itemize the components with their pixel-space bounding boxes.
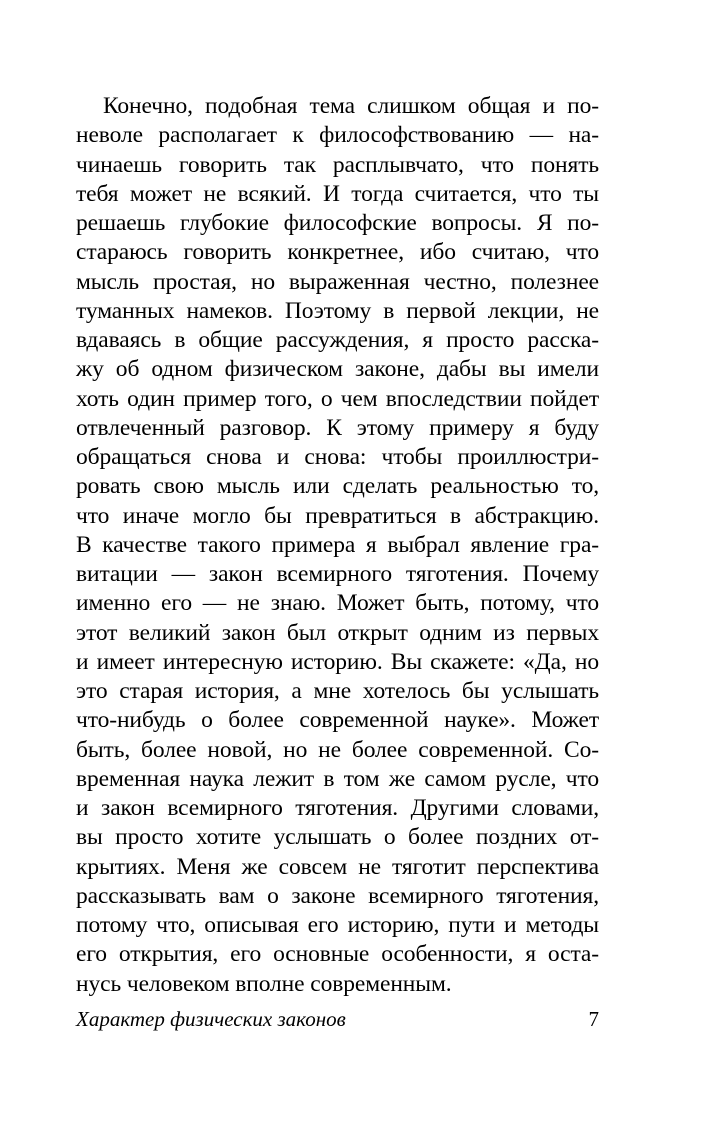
text-line: это старая история, а мне хотелось бы услышать	[76, 678, 599, 704]
body-text	[76, 92, 599, 999]
text-line: решаешь глубокие философские вопросы. Я по-	[76, 210, 599, 236]
text-line: ровать свою мысль или сделать реальностью то,	[76, 473, 599, 500]
text-line: В качестве такого примера я выбрал явление гра-	[76, 531, 599, 558]
text-line: быть, более новой, но не более современной. Со-	[76, 736, 599, 763]
text-line: его открытия, его основные особенности, я оста-	[76, 941, 599, 968]
text-line: что-нибудь о более современной науке». Может	[76, 707, 599, 734]
text-line: и закон всемирного тяготения. Другими словами,	[76, 795, 599, 821]
text-line: обращаться снова и снова: чтобы проиллюстри-	[76, 444, 599, 470]
text-line: крытиях. Меня же совсем не тяготит перспектива	[76, 853, 599, 880]
text-line: именно его — не знаю. Может быть, потому, что	[76, 590, 599, 617]
text-line: Конечно, подобная тема слишком общая и по-	[103, 93, 599, 119]
text-line: витации — закон всемирного тяготения. Почему	[76, 561, 599, 587]
text-line: что иначе могло бы превратиться в абстракцию.	[76, 502, 599, 529]
text-line: этот великий закон был открыт одним из первых	[76, 619, 599, 646]
text-line: потому что, описывая его историю, пути и методы	[76, 912, 599, 938]
text-line: туманных намеков. Поэтому в первой лекции, не	[76, 297, 599, 324]
text-line: хоть один пример того, о чем впоследствии пойдет	[76, 385, 599, 412]
text-line: жу об одном физическом законе, дабы вы имели	[76, 356, 599, 383]
text-line: вдаваясь в общие рассуждения, я просто расска-	[76, 327, 599, 353]
text-line: вы просто хотите услышать о более поздних от-	[76, 824, 599, 851]
page-number: 7	[588, 1007, 599, 1031]
text-line: мысль простая, но выраженная честно, полезнее	[76, 268, 599, 295]
text-line: и имеет интересную историю. Вы скажете: «Да, но	[76, 648, 599, 675]
text-line: чинаешь говорить так расплывчато, что понять	[76, 151, 599, 178]
text-line: стараюсь говорить конкретнее, ибо считаю, что	[76, 239, 599, 266]
text-line: неволе располагает к философствованию — на-	[76, 122, 599, 149]
text-line: временная наука лежит в том же самом русле, что	[76, 765, 599, 792]
text-line: нусь человеком вполне современным.	[76, 970, 452, 997]
text-line: тебя может не всякий. И тогда считается, что ты	[76, 180, 599, 207]
text-line: отвлеченный разговор. К этому примеру я буду	[76, 414, 599, 441]
running-footer-title: Характер физических законов	[76, 1007, 346, 1031]
text-line: рассказывать вам о законе всемирного тяготения,	[76, 882, 599, 909]
